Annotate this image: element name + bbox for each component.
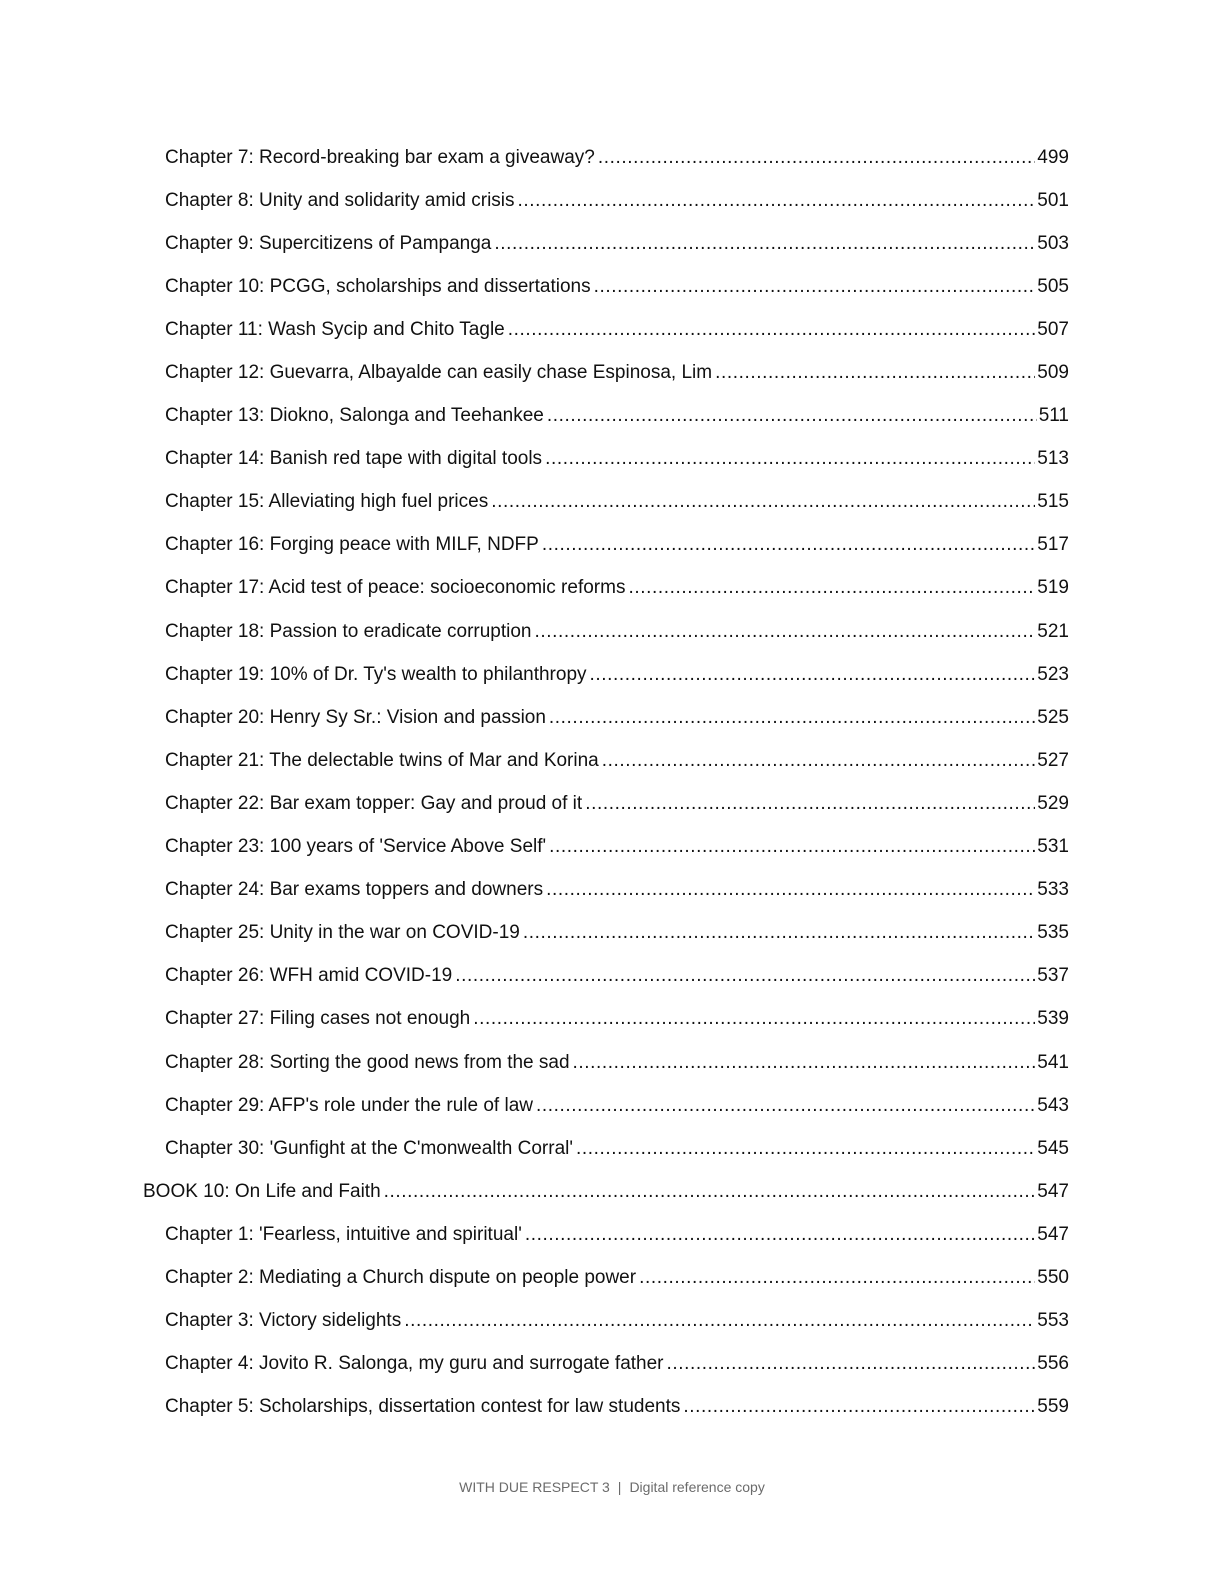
toc-dot-leader	[628, 577, 1035, 599]
toc-dot-leader	[602, 750, 1036, 772]
toc-dot-leader	[545, 448, 1035, 470]
toc-entry-title: Chapter 11: Wash Sycip and Chito Tagle	[165, 318, 505, 340]
toc-chapter-entry	[0, 308, 1069, 351]
toc-dot-leader	[594, 276, 1036, 298]
toc-dot-leader	[585, 793, 1035, 815]
toc-dot-leader	[546, 879, 1035, 901]
toc-entry-page-number: 547	[1037, 1223, 1069, 1245]
toc-dot-leader	[683, 1396, 1035, 1418]
toc-entry-page-number: 559	[1037, 1396, 1069, 1418]
toc-entry-title: Chapter 15: Alleviating high fuel prices	[165, 491, 489, 513]
table-of-contents	[0, 136, 1224, 1429]
toc-entry-page-number: 547	[1037, 1180, 1069, 1202]
toc-chapter-entry	[0, 136, 1069, 179]
toc-dot-leader	[525, 1224, 1035, 1246]
toc-chapter-entry	[0, 782, 1069, 825]
footer-separator: |	[617, 1479, 622, 1495]
toc-chapter-entry	[0, 524, 1069, 567]
toc-entry-page-number: 523	[1037, 663, 1069, 685]
toc-chapter-entry	[0, 696, 1069, 739]
toc-chapter-entry	[0, 739, 1069, 782]
toc-dot-leader	[639, 1267, 1035, 1289]
toc-book-entry	[0, 1170, 1069, 1213]
toc-dot-leader	[667, 1353, 1036, 1375]
toc-chapter-entry	[0, 955, 1069, 998]
toc-dot-leader	[404, 1310, 1035, 1332]
toc-entry-page-number: 553	[1037, 1310, 1069, 1332]
toc-entry-title: BOOK 10: On Life and Faith	[143, 1180, 381, 1202]
footer-book-title: WITH DUE RESPECT 3	[459, 1479, 610, 1495]
toc-entry-title: Chapter 20: Henry Sy Sr.: Vision and passion	[165, 706, 546, 728]
toc-dot-leader	[536, 1095, 1035, 1117]
toc-chapter-entry	[0, 567, 1069, 610]
toc-entry-title: Chapter 7: Record-breaking bar exam a giveaway?	[165, 146, 595, 168]
toc-chapter-entry	[0, 179, 1069, 222]
toc-chapter-entry	[0, 395, 1069, 438]
toc-entry-title: Chapter 3: Victory sidelights	[165, 1310, 402, 1332]
toc-entry-title: Chapter 1: 'Fearless, intuitive and spiritual'	[165, 1223, 522, 1245]
toc-chapter-entry	[0, 1084, 1069, 1127]
toc-entry-page-number: 543	[1037, 1094, 1069, 1116]
toc-entry-page-number: 535	[1037, 922, 1069, 944]
toc-dot-leader	[491, 491, 1035, 513]
toc-dot-leader	[508, 319, 1036, 341]
toc-chapter-entry	[0, 826, 1069, 869]
toc-dot-leader	[573, 1052, 1036, 1074]
toc-entry-page-number: 519	[1037, 577, 1069, 599]
toc-chapter-entry	[0, 912, 1069, 955]
toc-dot-leader	[455, 965, 1035, 987]
toc-dot-leader	[590, 664, 1036, 686]
toc-chapter-entry	[0, 1343, 1069, 1386]
toc-entry-page-number: 525	[1037, 706, 1069, 728]
toc-entry-page-number: 539	[1037, 1008, 1069, 1030]
toc-entry-page-number: 531	[1037, 836, 1069, 858]
toc-entry-page-number: 550	[1037, 1266, 1069, 1288]
toc-entry-title: Chapter 2: Mediating a Church dispute on people power	[165, 1266, 637, 1288]
toc-entry-title: Chapter 5: Scholarships, dissertation contest for law students	[165, 1396, 681, 1418]
toc-entry-page-number: 527	[1037, 749, 1069, 771]
toc-entry-page-number: 529	[1037, 792, 1069, 814]
toc-chapter-entry	[0, 1127, 1069, 1170]
toc-dot-leader	[547, 405, 1037, 427]
toc-dot-leader	[549, 836, 1035, 858]
toc-dot-leader	[549, 707, 1035, 729]
toc-chapter-entry	[0, 653, 1069, 696]
toc-dot-leader	[715, 362, 1035, 384]
toc-chapter-entry	[0, 265, 1069, 308]
footer-note: Digital reference copy	[629, 1479, 765, 1495]
toc-entry-title: Chapter 26: WFH amid COVID-19	[165, 965, 453, 987]
toc-entry-title: Chapter 16: Forging peace with MILF, NDFP	[165, 534, 539, 556]
toc-entry-title: Chapter 18: Passion to eradicate corruption	[165, 620, 532, 642]
toc-entry-title: Chapter 12: Guevarra, Albayalde can easily chase Espinosa, Lim	[165, 362, 713, 384]
toc-entry-title: Chapter 13: Diokno, Salonga and Teehankee	[165, 405, 544, 427]
toc-chapter-entry	[0, 351, 1069, 394]
toc-entry-title: Chapter 25: Unity in the war on COVID-19	[165, 922, 520, 944]
toc-chapter-entry	[0, 1386, 1069, 1429]
toc-entry-page-number: 541	[1037, 1051, 1069, 1073]
toc-dot-leader	[473, 1008, 1035, 1030]
toc-chapter-entry	[0, 869, 1069, 912]
toc-entry-page-number: 507	[1037, 318, 1069, 340]
toc-dot-leader	[535, 621, 1036, 643]
toc-entry-page-number: 515	[1037, 491, 1069, 513]
toc-dot-leader	[384, 1181, 1036, 1203]
toc-dot-leader	[518, 190, 1036, 212]
toc-chapter-entry	[0, 998, 1069, 1041]
toc-dot-leader	[494, 233, 1035, 255]
toc-dot-leader	[576, 1138, 1035, 1160]
toc-entry-page-number: 533	[1037, 879, 1069, 901]
toc-entry-page-number: 509	[1037, 362, 1069, 384]
toc-dot-leader	[542, 534, 1035, 556]
toc-chapter-entry	[0, 1041, 1069, 1084]
toc-entry-page-number: 517	[1037, 534, 1069, 556]
toc-entry-title: Chapter 17: Acid test of peace: socioeconomic reforms	[165, 577, 626, 599]
toc-entry-page-number: 499	[1037, 146, 1069, 168]
toc-entry-title: Chapter 23: 100 years of 'Service Above Self'	[165, 836, 547, 858]
toc-entry-title: Chapter 29: AFP's role under the rule of law	[165, 1094, 533, 1116]
toc-chapter-entry	[0, 1256, 1069, 1299]
toc-entry-title: Chapter 30: 'Gunfight at the C'monwealth Corral'	[165, 1137, 573, 1159]
toc-chapter-entry	[0, 438, 1069, 481]
toc-entry-page-number: 503	[1037, 232, 1069, 254]
toc-chapter-entry	[0, 222, 1069, 265]
toc-entry-page-number: 505	[1037, 275, 1069, 297]
toc-entry-title: Chapter 22: Bar exam topper: Gay and proud of it	[165, 792, 583, 814]
toc-entry-title: Chapter 24: Bar exams toppers and downers	[165, 879, 544, 901]
toc-entry-page-number: 545	[1037, 1137, 1069, 1159]
toc-chapter-entry	[0, 1300, 1069, 1343]
toc-chapter-entry	[0, 1213, 1069, 1256]
toc-dot-leader	[523, 922, 1035, 944]
toc-entry-title: Chapter 9: Supercitizens of Pampanga	[165, 232, 492, 254]
toc-chapter-entry	[0, 481, 1069, 524]
toc-entry-page-number: 501	[1037, 189, 1069, 211]
toc-dot-leader	[598, 147, 1035, 169]
toc-entry-page-number: 521	[1037, 620, 1069, 642]
toc-entry-title: Chapter 27: Filing cases not enough	[165, 1008, 471, 1030]
toc-entry-title: Chapter 14: Banish red tape with digital tools	[165, 448, 543, 470]
toc-entry-title: Chapter 8: Unity and solidarity amid crisis	[165, 189, 515, 211]
toc-entry-page-number: 556	[1037, 1353, 1069, 1375]
toc-entry-title: Chapter 4: Jovito R. Salonga, my guru and surrogate father	[165, 1353, 664, 1375]
toc-entry-title: Chapter 28: Sorting the good news from the sad	[165, 1051, 570, 1073]
toc-entry-page-number: 511	[1038, 405, 1069, 427]
toc-entry-title: Chapter 19: 10% of Dr. Ty's wealth to philanthropy	[165, 663, 587, 685]
toc-entry-title: Chapter 10: PCGG, scholarships and dissertations	[165, 275, 591, 297]
toc-entry-page-number: 537	[1037, 965, 1069, 987]
page-footer	[0, 1479, 1224, 1495]
toc-entry-title: Chapter 21: The delectable twins of Mar and Korina	[165, 749, 599, 771]
toc-chapter-entry	[0, 610, 1069, 653]
toc-entry-page-number: 513	[1037, 448, 1069, 470]
